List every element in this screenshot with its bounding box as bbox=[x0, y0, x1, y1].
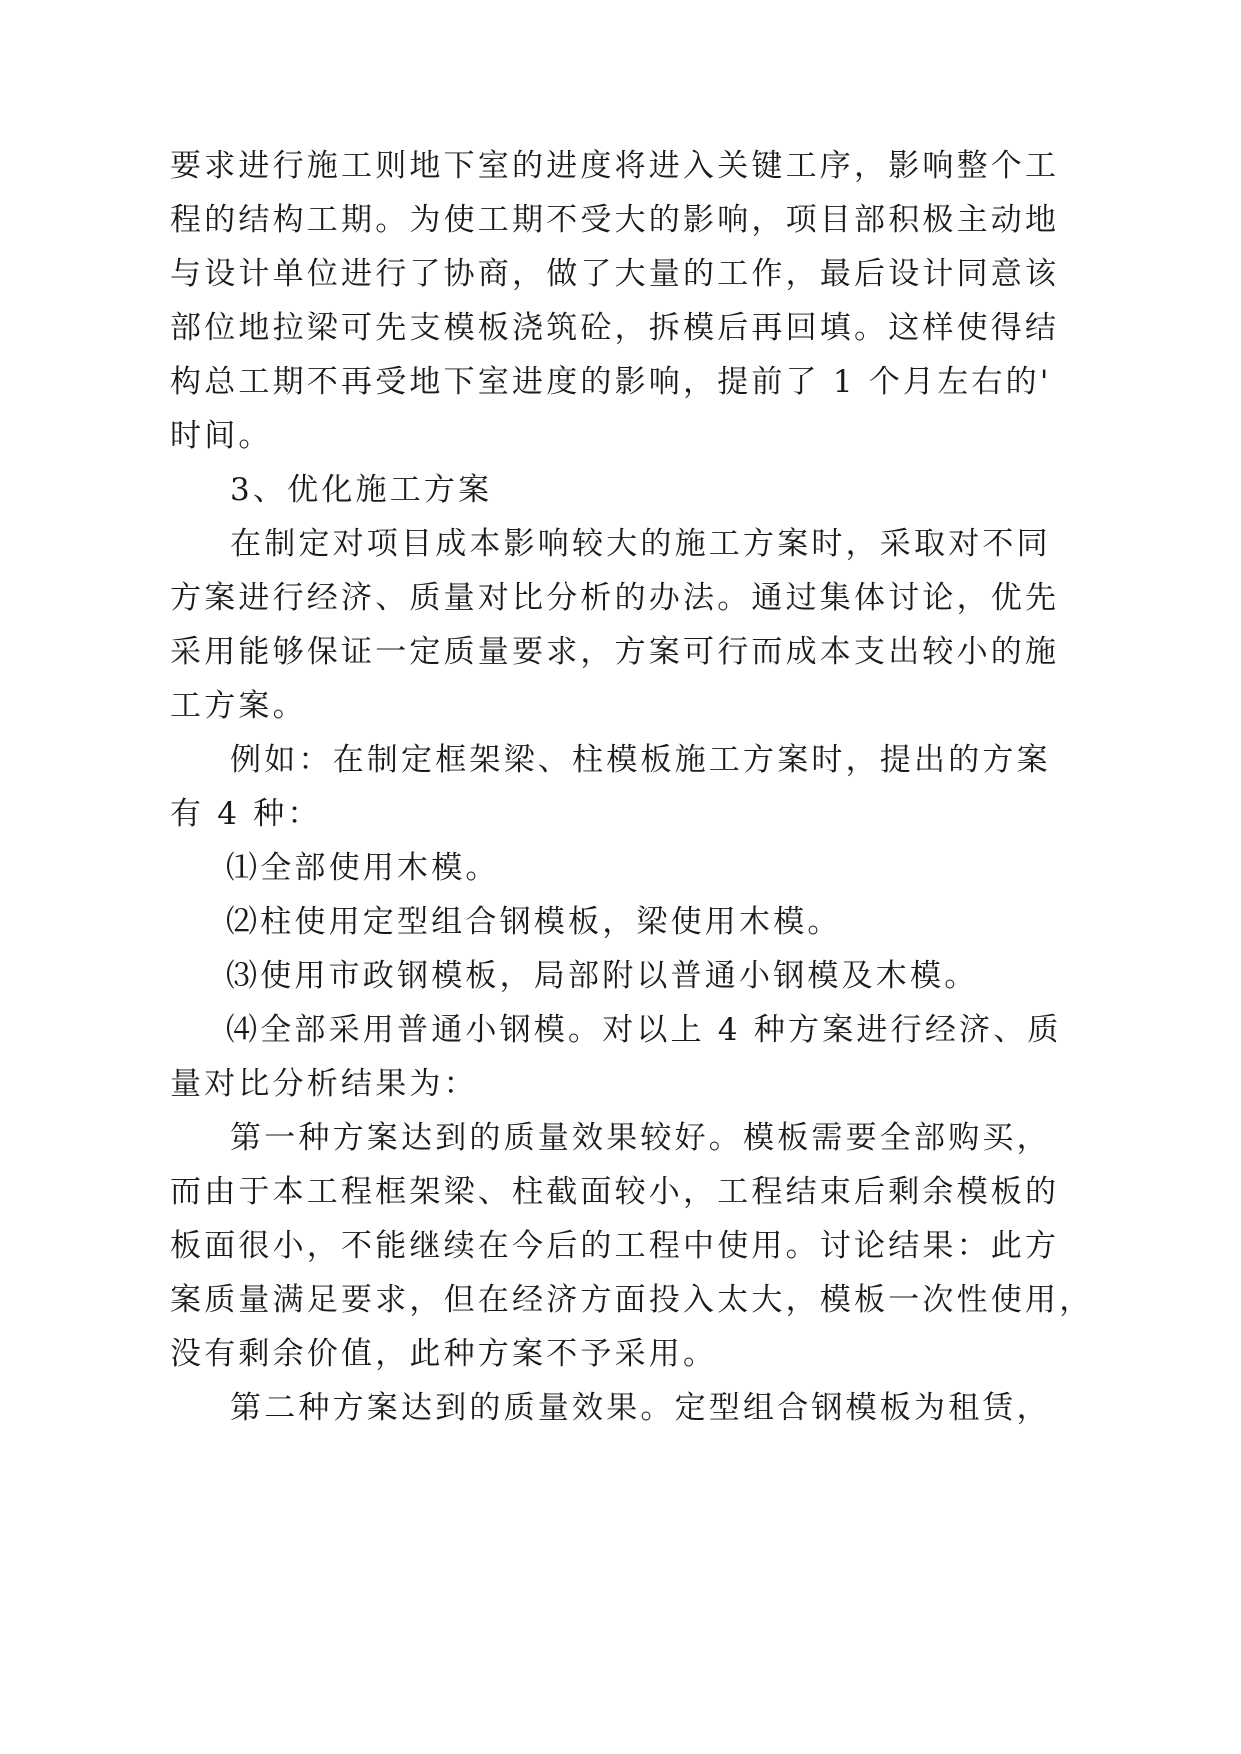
list-item: ⑷全部采用普通小钢模。对以上 4 种方案进行经济、质 bbox=[226, 1012, 1062, 1048]
text-line: 时间。 bbox=[170, 418, 273, 454]
list-item: ⑵柱使用定型组合钢模板，梁使用木模。 bbox=[226, 904, 842, 940]
text-line: 采用能够保证一定质量要求，方案可行而成本支出较小的施 bbox=[170, 634, 1060, 670]
text-line: 而由于本工程框架梁、柱截面较小，工程结束后剩余模板的 bbox=[170, 1174, 1060, 1210]
text-line: 案质量满足要求，但在经济方面投入太大，模板一次性使用， bbox=[170, 1282, 1094, 1318]
list-item: ⑶使用市政钢模板，局部附以普通小钢模及木模。 bbox=[226, 958, 979, 994]
text-line: 构总工期不再受地下室进度的影响，提前了 1 个月左右的' bbox=[170, 364, 1052, 400]
text-line: 例如：在制定框架梁、柱模板施工方案时，提出的方案 bbox=[230, 742, 1051, 778]
text-line: 没有剩余价值，此种方案不予采用。 bbox=[170, 1336, 718, 1372]
text-line: 部位地拉梁可先支模板浇筑砼，拆模后再回填。这样使得结 bbox=[170, 310, 1060, 346]
section-heading: 3、优化施工方案 bbox=[230, 472, 493, 508]
text-line: 量对比分析结果为： bbox=[170, 1066, 478, 1102]
text-line: 有 4 种： bbox=[170, 796, 322, 832]
list-item: ⑴全部使用木模。 bbox=[226, 850, 500, 886]
text-line: 板面很小，不能继续在今后的工程中使用。讨论结果：此方 bbox=[170, 1228, 1060, 1264]
text-line: 方案进行经济、质量对比分析的办法。通过集体讨论，优先 bbox=[170, 580, 1060, 616]
text-line: 与设计单位进行了协商，做了大量的工作，最后设计同意该 bbox=[170, 256, 1060, 292]
text-line: 工方案。 bbox=[170, 688, 307, 724]
text-line: 在制定对项目成本影响较大的施工方案时，采取对不同 bbox=[230, 526, 1051, 562]
text-line: 要求进行施工则地下室的进度将进入关键工序，影响整个工 bbox=[170, 148, 1060, 184]
text-line: 第二种方案达到的质量效果。定型组合钢模板为租赁， bbox=[230, 1390, 1051, 1426]
text-line: 第一种方案达到的质量效果较好。模板需要全部购买， bbox=[230, 1120, 1051, 1156]
text-line: 程的结构工期。为使工期不受大的影响，项目部积极主动地 bbox=[170, 202, 1060, 238]
